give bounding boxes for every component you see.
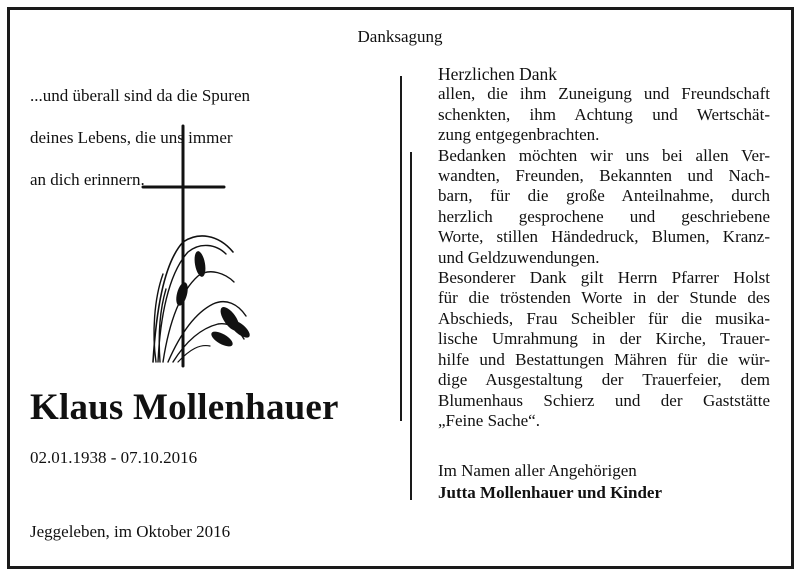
thanks-line: lische Umrahmung in der Kirche, Trauer-	[438, 329, 770, 349]
divider-line-right	[410, 152, 412, 500]
thanks-line: zung entgegenbrachten.	[438, 125, 600, 145]
thanks-line: hilfe und Bestattungen Mähren für die wür-	[438, 349, 770, 369]
deceased-name: Klaus Mollenhauer	[30, 387, 339, 428]
life-dates: 02.01.1938 - 07.10.2016	[30, 448, 198, 467]
cross-with-wheat-icon	[138, 124, 263, 369]
thanks-line: dige Ausgestaltung der Trauerfeier, dem	[438, 370, 770, 390]
signature-names: Jutta Mollenhauer und Kinder	[438, 483, 663, 502]
thanks-line: barn, für die große Anteilnahme, durch	[438, 186, 770, 206]
signature-line: Im Namen aller Angehörigen	[438, 461, 637, 480]
thanks-line: und Geldzuwendungen.	[438, 247, 600, 267]
motto-line: an dich erinnern.	[30, 170, 145, 189]
thanks-line: Bedanken möchten wir uns bei allen Ver-	[438, 145, 770, 165]
motto-line: ...und überall sind da die Spuren	[30, 86, 251, 105]
thanks-line: herzlich gesprochene und geschriebene	[438, 206, 770, 226]
thanks-line: schenkten, ihm Achtung und Wertschät-	[438, 104, 770, 124]
notice-heading: Danksagung	[357, 27, 443, 46]
thanks-line: für die tröstenden Worte in der Stunde des	[438, 288, 770, 308]
thanks-line: Worte, stillen Händedruck, Blumen, Kranz-	[438, 227, 770, 247]
place-date: Jeggeleben, im Oktober 2016	[30, 522, 231, 541]
thanks-line: „Feine Sache“.	[438, 410, 540, 430]
thanks-line: allen, die ihm Zuneigung und Freundschaft	[438, 84, 770, 104]
thanks-line: Abschieds, Frau Scheibler für die musika-	[438, 308, 770, 328]
thanks-greeting: Herzlichen Dank	[438, 64, 558, 84]
thanks-line: Besonderer Dank gilt Herrn Pfarrer Holst	[438, 268, 770, 288]
thanks-line: wandten, Freunden, Bekannten und Nach-	[438, 166, 770, 186]
thanks-line: Blumenhaus Schierz und der Gaststätte	[438, 390, 770, 410]
motto-line: deines Lebens, die uns immer	[30, 128, 233, 147]
divider-line	[400, 76, 402, 421]
thanks-text	[438, 64, 770, 431]
thanks-body	[438, 84, 770, 431]
